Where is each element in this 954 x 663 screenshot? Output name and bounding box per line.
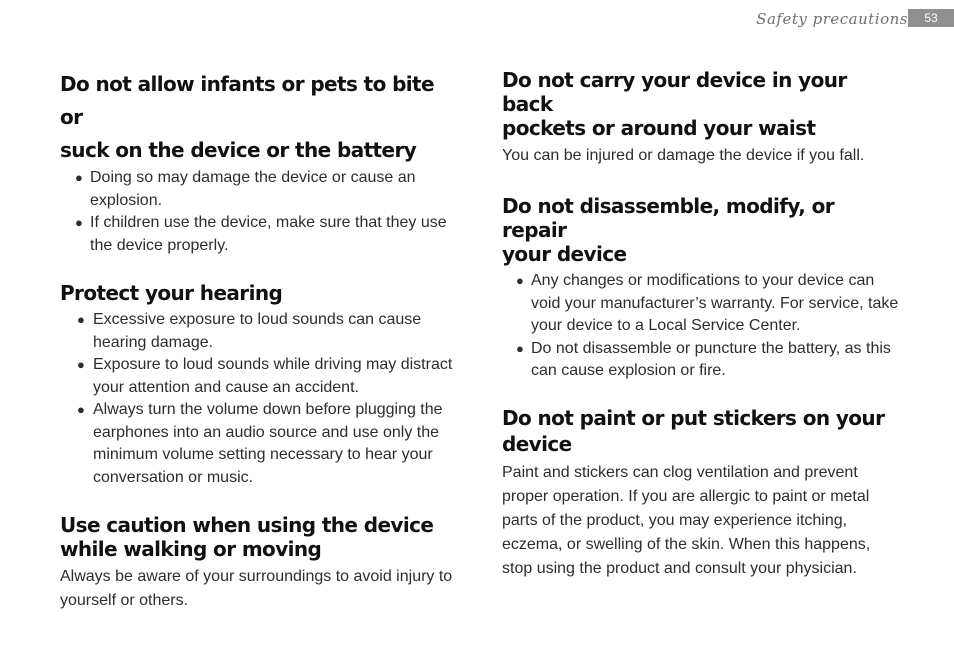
section-heading [502,405,902,457]
section-back-pockets [502,68,902,168]
list-item-text: Excessive exposure to loud sounds can cause hearing damage. [93,311,422,351]
list-item [60,212,460,257]
section-heading [502,194,902,266]
bullet-icon: ● [75,170,83,185]
section-disassemble [502,194,902,383]
bullet-icon: ● [516,340,524,356]
section-body: Always be aware of your surroundings to avoid injury to yourself or others. [60,568,453,609]
section-header-label: Safety precautions [756,10,908,28]
list-item [60,399,460,489]
heading-line: device [502,431,572,456]
list-item-text: Doing so may damage the device or cause an explosion. [90,169,416,209]
list-item-text: If children use the device, make sure that they use the device properly. [90,214,447,254]
bullet-icon: ● [77,312,85,327]
list-item-text: Do not disassemble or puncture the battery, as this can cause explosion or fire. [531,339,891,379]
heading-line: while walking or moving [60,537,322,561]
bullet-icon: ● [75,215,83,230]
list-item [60,167,460,212]
heading-line: pockets or around your waist [502,116,816,140]
list-item-text: Always turn the volume down before plugging the earphones into an audio source and use only the minimum volume setting necessary to hear your conversation or music. [93,401,443,486]
section-heading [60,68,460,167]
heading-line: your device [502,242,627,266]
section-heading [60,513,460,561]
section-protect-hearing [60,281,460,489]
heading-line: Do not paint or put stickers on your [502,405,885,430]
bullet-icon: ● [77,402,85,417]
heading-line: Do not disassemble, modify, or repair [502,194,834,242]
section-body: Paint and stickers can clog ventilation and prevent proper operation. If you are allergic to paint or metal parts of the product, you may experience itching, eczema, or swelling of the skin. When this happens, stop using the product and consult your physician. [502,463,871,577]
list-item [502,338,902,383]
left-column [60,68,460,635]
section-paint-stickers [502,405,902,581]
list-item-text: Exposure to loud sounds while driving may distract your attention and cause an accident. [93,356,453,396]
bullet-list [60,167,460,257]
section-body: You can be injured or damage the device if you fall. [502,147,865,164]
heading-line: suck on the device or the battery [60,138,417,162]
list-item [60,309,460,354]
heading-line: Do not allow infants or pets to bite or [60,72,434,129]
heading-line: Use caution when using the device [60,513,434,537]
list-item [60,354,460,399]
section-heading: Protect your hearing [60,281,283,305]
page-number-badge: 53 [908,9,954,27]
heading-line: Do not carry your device in your back [502,68,847,116]
list-item [502,270,902,338]
section-heading [502,68,902,140]
list-item-text: Any changes or modifications to your device can void your manufacturer’s warranty. For service, take your device to a Local Service Center. [531,272,899,334]
bullet-icon: ● [516,273,524,288]
bullet-icon: ● [77,357,85,372]
section-infants-pets [60,68,460,257]
bullet-list [502,270,902,383]
bullet-list [60,309,460,489]
right-column [502,68,902,603]
section-walking-moving [60,513,460,613]
